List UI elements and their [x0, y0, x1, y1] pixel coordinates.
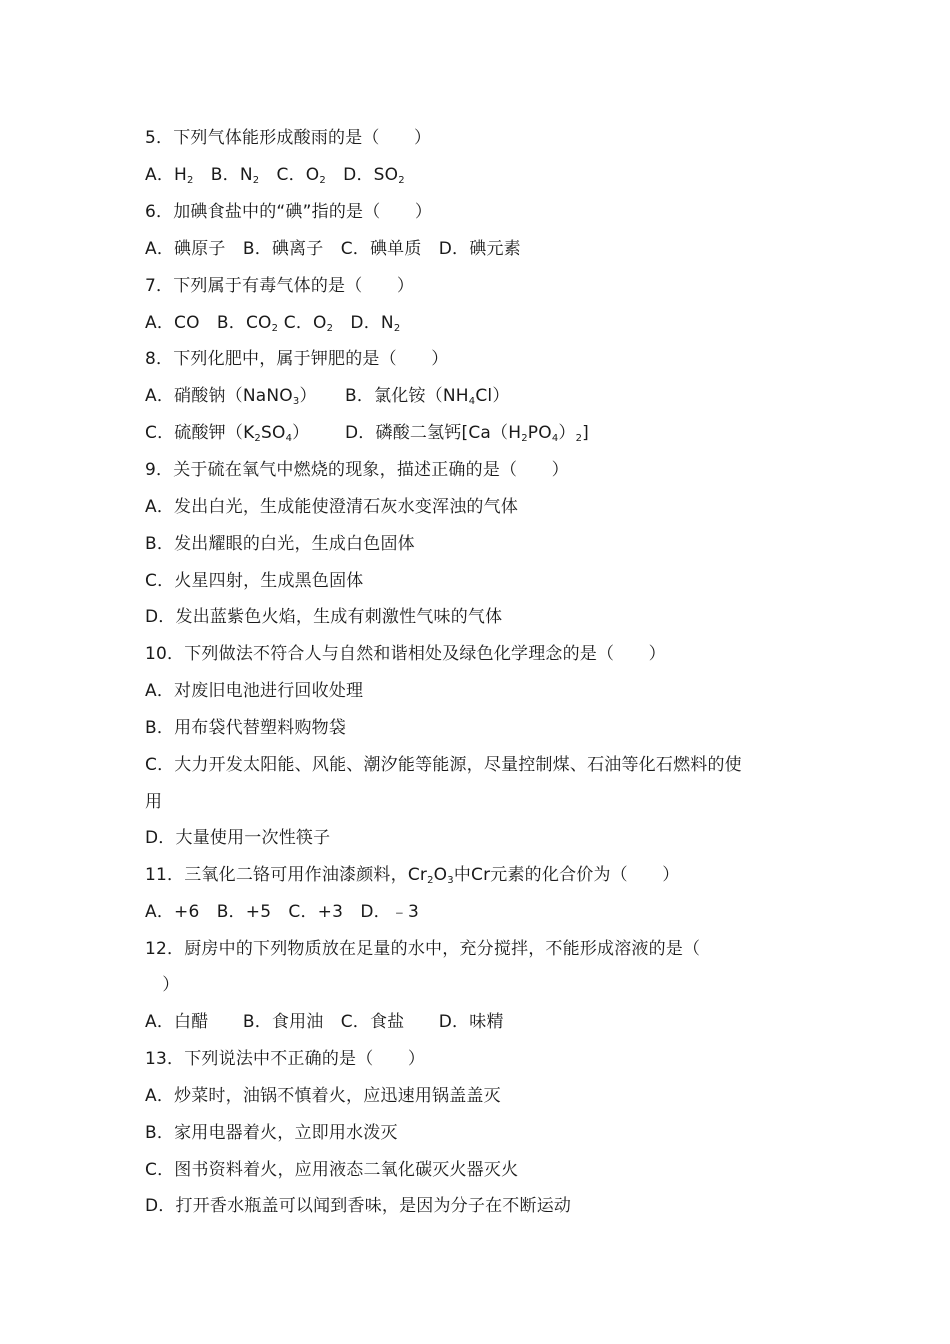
- q10-option-b: B．用布袋代替塑料购物袋: [145, 718, 347, 738]
- q12-options: A．白醋 B．食用油 C．食盐 D．味精: [145, 1012, 504, 1032]
- q9-option-a: A．发出白光，生成能使澄清石灰水变浑浊的气体: [145, 497, 519, 517]
- q13-option-b: B．家用电器着火，立即用水泼灭: [145, 1123, 398, 1143]
- q9-stem: 9．关于硫在氧气中燃烧的现象，描述正确的是（ ）: [145, 460, 569, 480]
- q9-option-d: D．发出蓝紫色火焰，生成有刺激性气味的气体: [145, 607, 503, 627]
- q5-stem: 5．下列气体能形成酸雨的是（ ）: [145, 128, 432, 148]
- q7-stem: 7．下列属于有毒气体的是（ ）: [145, 276, 415, 296]
- q10-option-a: A．对废旧电池进行回收处理: [145, 681, 364, 701]
- q13-option-a: A．炒菜时，油锅不慎着火，应迅速用锅盖盖灭: [145, 1086, 501, 1106]
- q8-option-a: A．硝酸钠（NaNO$_3$）: [145, 386, 317, 407]
- q13-stem: 13．下列说法中不正确的是（ ）: [145, 1049, 426, 1069]
- q8-option-b: B．氯化铵$(NH_4Cl)$: [345, 386, 510, 407]
- q5-option-a: A．$H_2$: [145, 165, 194, 186]
- q5-options: [145, 164, 815, 186]
- q5-option-d: D．$SO_2$: [325, 165, 405, 186]
- q8-options-ab: [145, 385, 815, 407]
- q8-options-cd: [145, 422, 815, 444]
- q13-option-d: D．打开香水瓶盖可以闻到香味，是因为分子在不断运动: [145, 1196, 572, 1216]
- q12-stem-line2: ）: [145, 975, 180, 995]
- q10-option-c-line2: 用: [145, 792, 163, 812]
- q8-stem: 8．下列化肥中，属于钾肥的是（ ）: [145, 349, 449, 369]
- q5-option-b: B．$N_2$: [193, 165, 260, 186]
- q8-option-d: D．磷酸二氢钙$[Ca(H_2PO_4)_2]$: [345, 423, 589, 444]
- q8-option-c: C．硫酸钾$(K_2SO_4)$: [145, 423, 310, 444]
- q9-option-c: C．火星四射，生成黑色固体: [145, 571, 364, 591]
- q5-option-c: C．$O_2$: [259, 165, 326, 186]
- q13-option-c: C．图书资料着火，应用液态二氧化碳灭火器灭火: [145, 1160, 519, 1180]
- q9-option-b: B．发出耀眼的白光，生成白色固体: [145, 534, 415, 554]
- q11-stem: 11．三氧化二铬可用作油漆颜料，$Cr_2O_3$中Cr元素的化合价为（ ）: [145, 865, 680, 886]
- q12-stem-line1: 12．厨房中的下列物质放在足量的水中，充分搅拌，不能形成溶液的是（: [145, 939, 701, 959]
- q7-options: A．CO B．$CO_2$ C．$O_2$ D．$N_2$: [145, 313, 401, 334]
- q10-stem: 10．下列做法不符合人与自然和谐相处及绿色化学理念的是（ ）: [145, 644, 666, 664]
- q10-option-c-line1: C．大力开发太阳能、风能、潮汐能等能源，尽量控制煤、石油等化石燃料的使: [145, 755, 742, 775]
- q6-stem: 6．加碘食盐中的“碘”指的是（ ）: [145, 202, 433, 222]
- q6-options: A．碘原子 B．碘离子 C．碘单质 D．碘元素: [145, 239, 521, 259]
- q10-option-d: D．大量使用一次性筷子: [145, 828, 331, 848]
- q11-options: A．+6 B．+5 C．+3 D．﹣3: [145, 902, 420, 922]
